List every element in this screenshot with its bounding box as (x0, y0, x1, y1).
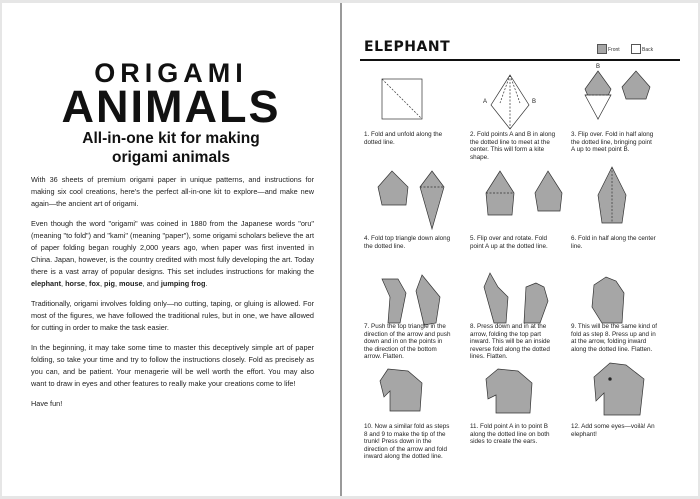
left-page (2, 3, 340, 496)
step-1-diagram (382, 79, 422, 119)
back-swatch (631, 44, 641, 54)
subtitle-line-2: origami animals (111, 149, 230, 166)
paragraph-1: With 36 sheets of premium origami paper in unique patterns, and instructions for making six cool creations, here's the perfect all-in-one kit to explore—and make new again—the ancient art of origami. (31, 175, 314, 208)
step-9-diagram (592, 277, 624, 323)
step-3-caption: 3. Flip over. Fold in half along the dotted line, bringing point A up to meet point B. (571, 131, 654, 154)
front-swatch (597, 44, 607, 54)
step-1-caption: 1. Fold and unfold along the dotted line. (364, 131, 443, 146)
intro-text (31, 174, 314, 418)
animal-horse: horse (65, 279, 85, 288)
step-11-diagram (486, 369, 532, 413)
step-7-diagram (382, 275, 440, 325)
step-10-diagram (380, 369, 422, 411)
elephant-eye (609, 378, 612, 381)
elephant-title: ELEPHANT (364, 39, 451, 55)
paragraph-2-text: Even though the word "origami" was coined in 1880 from the Japanese words "oru" (meaning "to fold") and "kami" (meaning "paper"), some origami scholars believe the art of paper folding began roughly 2,000 years ago, when paper was first invented in China. Japan, however, is the country credited with most fully developing the art. Today there is a vast array of popular designs. This set includes instructions for making the (31, 219, 314, 276)
title-origami: ORIGAMI (94, 58, 248, 88)
step-5-caption: 5. Flip over and rotate. Fold point A up at the dotted line. (470, 235, 548, 250)
animal-fox: fox (89, 279, 100, 288)
step-8-caption: 8. Press down and in at the arrow, folding the top part inward. This will be an inside reverse fold along the dotted lines. Flatten. (470, 323, 551, 361)
step-2-caption: 2. Fold points A and B in along the dotted line to meet at the center. This will form a kite shape. (470, 131, 556, 161)
step-6-caption: 6. Fold in half along the center line. (571, 235, 656, 250)
animal-jumping-frog: jumping frog (160, 279, 206, 288)
animal-elephant: elephant (31, 279, 62, 288)
animal-mouse: mouse (119, 279, 143, 288)
right-page (342, 3, 698, 496)
point-a-label: A (483, 99, 488, 105)
step-4-caption: 4. Fold top triangle down along the dotted line. (364, 235, 451, 250)
paragraph-5: Have fun! (31, 399, 63, 408)
subtitle-line-1: All-in-one kit for making (82, 130, 260, 147)
paragraph-3: Traditionally, origami involves folding only—no cutting, taping, or gluing is allowed. For most of the figures, we have followed the traditional rules, but in one, we have allowed for cutting in order to make the task easier. (31, 299, 314, 332)
step-6-diagram (598, 167, 626, 223)
step-10-caption: 10. Now a similar fold as steps 8 and 9 to make the tip of the trunk! Press down in the direction of the arrow and fold inward along the dotted line. (364, 423, 450, 461)
paragraph-4: In the beginning, it may take some time to master this deceptively simple art of paper folding, so take your time and try to follow the instructions closely. Fold as precisely as you can, and be patient. Your menagerie will be well worth the effort. You may also want to draw in eyes and other features to really make your creations come to life! (31, 343, 314, 388)
step-7-caption: 7. Push the top triangle in the direction of the arrow and push down and in on the points in the direction of the bottom arrow. Flatten. (364, 323, 451, 361)
step-12-diagram (594, 363, 644, 415)
step-2-diagram (483, 75, 536, 129)
step-4-diagram (378, 171, 444, 229)
title-animals: ANIMALS (61, 81, 281, 132)
subtitle (2, 129, 340, 167)
step-11-caption: 11. Fold point A in to point B along the dotted line on both sides to create the ears. (470, 423, 550, 446)
animal-pig: pig (104, 279, 115, 288)
legend-back-label: Back (642, 47, 654, 53)
diagram-area (360, 61, 680, 481)
step-5-diagram (486, 171, 562, 215)
point-b-label: B (532, 99, 537, 105)
step-12-caption: 12. Add some eyes—voilà! An elephant! (571, 423, 655, 438)
step-9-caption: 9. This will be the same kind of fold as step 8. Press up and in at the arrow, folding inward along the dotted line. Flatten. (571, 323, 657, 353)
paragraph-2: Even though the word "origami" was coined in 1880 from the Japanese words "oru" (meaning "to fold") and "kami" (meaning "paper"), some origami scholars believe the art of paper folding began roughly 2,000 years ago, when paper was first invented in China. Japan, however, is the country credited with most fully developing the art. Today there is a vast array of popular designs. This set includes instructions for making the elephant, horse, fox, pig, mouse, and jumping frog. (31, 219, 314, 288)
step-3-diagram (585, 64, 650, 119)
legend-front-label: Front (608, 47, 620, 53)
point-b-label-2: B (596, 64, 601, 70)
step-8-diagram (484, 273, 548, 323)
